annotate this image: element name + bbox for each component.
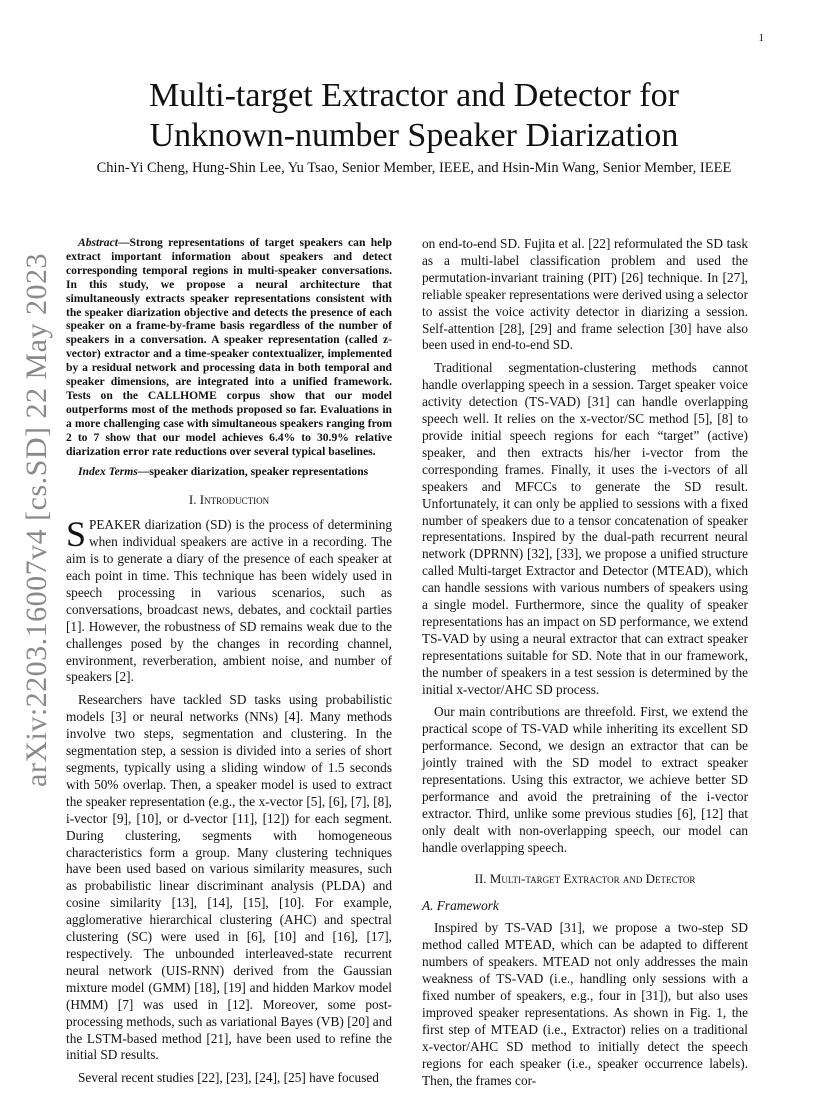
left-column	[66, 236, 392, 1093]
paper-title	[0, 76, 828, 156]
subsection-heading-framework: A. Framework	[422, 897, 499, 913]
abstract-label: Abstract	[78, 236, 118, 249]
intro-paragraph-1-text: PEAKER diarization (SD) is the process of determining when individual speakers are active in a recording. The aim is to generate a diary of the presence of each speaker at each point in time. This technique has been widely used in speech processing in various scenarios, such as conversations, broadcast news, debates, and cocktail parties [1]. However, the robustness of SD remains weak due to the challenges posed by the changes in recording channel, environment, reverberation, ambient noise, and number of speakers [2].	[66, 517, 392, 685]
page-number: 1	[758, 32, 764, 44]
arxiv-identifier-text: arXiv:2203.16007v4 [cs.SD] 22 May 2023	[20, 253, 53, 787]
index-terms-label: Index Terms	[78, 464, 138, 478]
right-column	[422, 236, 748, 1096]
title-line-2: Unknown-number Speaker Diarization	[149, 117, 679, 154]
right-paragraph-4: Inspired by TS-VAD [31], we propose a two-step SD method called MTEAD, which can be adapted to different numbers of speakers. MTEAD not only addresses the main weakness of TS-VAD (i.e., handling only sessions with a fixed number of speakers, e.g., four in [31]), but also uses improved speaker representations. As shown in Fig. 1, the first step of MTEAD (i.e., Extractor) relies on a traditional x-vector/AHC SD method to initially detect the speech regions for each speaker (i.e., speaker occurrence labels). Then, the frames cor-	[422, 920, 748, 1088]
author-list: Chin-Yi Cheng, Hung-Shin Lee, Yu Tsao, Senior Member, IEEE, and Hsin-Min Wang, Senior Member, IEEE	[96, 160, 732, 176]
index-terms: Index Terms—speaker diarization, speaker representations	[78, 464, 369, 478]
section-heading-method: II. Multi-target Extractor and Detector	[474, 870, 696, 886]
arxiv-identifier	[20, 253, 53, 787]
right-paragraph-1: on end-to-end SD. Fujita et al. [22] reformulated the SD task as a multi-label classification problem and used the permutation-invariant training (PIT) [26] technique. In [27], reliable speaker representations were derived using a selector to assist the voice activity detector in diarizing a session. Self-attention [28], [29] and frame selection [30] have also been used in end-to-end SD.	[422, 236, 748, 353]
abstract-text: Strong representations of target speakers can help extract important information about speakers and detect corresponding temporal regions in multi-speaker conversations. In this study, we propose a neural architecture that simultaneously extracts speaker representations consistent with the speaker diarization objective and detects the presence of each speaker on a frame-by-frame basis regardless of the number of speakers in a conversation. A speaker representation (called z-vector) extractor and a time-speaker contextualizer, implemented by a residual network and processing data in both temporal and speaker dimensions, are integrated into a unified framework. Tests on the CALLHOME corpus show that our model outperforms most of the methods proposed so far. Evaluations in a more challenging case with simultaneous speakers ranging from 2 to 7 show that our model achieves 6.4% to 30.9% relative diarization error rate reductions over several typical baselines.	[66, 236, 392, 458]
right-paragraph-3: Our main contributions are threefold. First, we extend the practical scope of TS-VAD while inheriting its excellent SD performance. Second, we design an extractor that can be jointly trained with the SD model to extract speaker representations. Using this extractor, we achieve better SD performance and avoid the pretraining of the i-vector extractor. Third, unlike some previous studies [6], [12] that only dealt with non-overlapping speech, our model can handle overlapping speech.	[422, 704, 748, 855]
index-terms-text: speaker diarization, speaker representations	[149, 464, 369, 478]
intro-paragraph-2: Researchers have tackled SD tasks using probabilistic models [3] or neural networks (NNs) [4]. Many methods involve two steps, segmentation and clustering. In the segmentation step, a session is divided into a series of short segments, typically using a sliding window of 1.5 seconds with 50% overlap. Then, a speaker model is used to extract the speaker representation (e.g., the x-vector [5], [6], [7], [8], i-vector [9], [10], or d-vector [11], [12]) for each segment. During clustering, segments with homogeneous characteristics form a group. Many clustering techniques have been used based on various similarity measures, such as probabilistic linear discriminant analysis (PLDA) and cosine similarity [13], [14], [15], [10]. For example, agglomerative hierarchical clustering (AHC) and spectral clustering (SC) were used in [6], [10] and [16], [17], respectively. The unbounded interleaved-state recurrent neural network (UIS-RNN) derived from the Gaussian mixture model (GMM) [18], [19] and hidden Markov model (HMM) [7] was used in [12]. Moreover, some post-processing methods, such as variational Bayes (VB) [20] and the LSTM-based method [21], have been used to refine the initial SD results.	[66, 692, 392, 1063]
abstract: Abstract—Strong representations of target speakers can help extract important information about speakers and detect corresponding temporal regions in multi-speaker conversations. In this study, we propose a neural architecture that simultaneously extracts speaker representations consistent with the speaker diarization objective and detects the presence of each speaker on a frame-by-frame basis regardless of the number of speakers in a conversation. A speaker representation (called z-vector) extractor and a time-speaker contextualizer, implemented by a residual network and processing data in both temporal and speaker dimensions, are integrated into a unified framework. Tests on the CALLHOME corpus show that our model outperforms most of the methods proposed so far. Evaluations in a more challenging case with simultaneous speakers ranging from 2 to 7 show that our model achieves 6.4% to 30.9% relative diarization error rate reductions over several typical baselines.	[66, 236, 392, 458]
section-heading-introduction: I. Introduction	[188, 492, 270, 508]
intro-paragraph-3: Several recent studies [22], [23], [24], [25] have focused	[78, 1070, 379, 1086]
intro-paragraph-1	[66, 514, 392, 686]
right-paragraph-2: Traditional segmentation-clustering methods cannot handle overlapping speech in a session. Target speaker voice activity detection (TS-VAD) [31] can handle overlapping speech well. It relies on the x-vector/SC method [5], [8] to provide initial speech regions for each “target” (active) speaker, and then extracts his/her i-vector from the corresponding frames. Finally, it uses the i-vectors of all speakers and MFCCs to generate the SD result. Unfortunately, it can only be applied to sessions with a fixed number of speakers due to a tensor concatenation of speaker representations. Inspired by the dual-path recurrent neural network (DPRNN) [32], [33], we propose a unified structure called Multi-target Extractor and Detector (MTEAD), which can handle sessions with various numbers of speakers using a single model. Furthermore, since the quality of speaker representations has an impact on SD performance, we extend TS-VAD by using a neural extractor that can extract speaker representations suitable for SD. Note that in our framework, the number of speakers in a test session is determined by the initial x-vector/AHC SD process.	[422, 360, 748, 697]
drop-cap: S	[66, 514, 87, 555]
title-line-1: Multi-target Extractor and Detector for	[149, 77, 679, 114]
